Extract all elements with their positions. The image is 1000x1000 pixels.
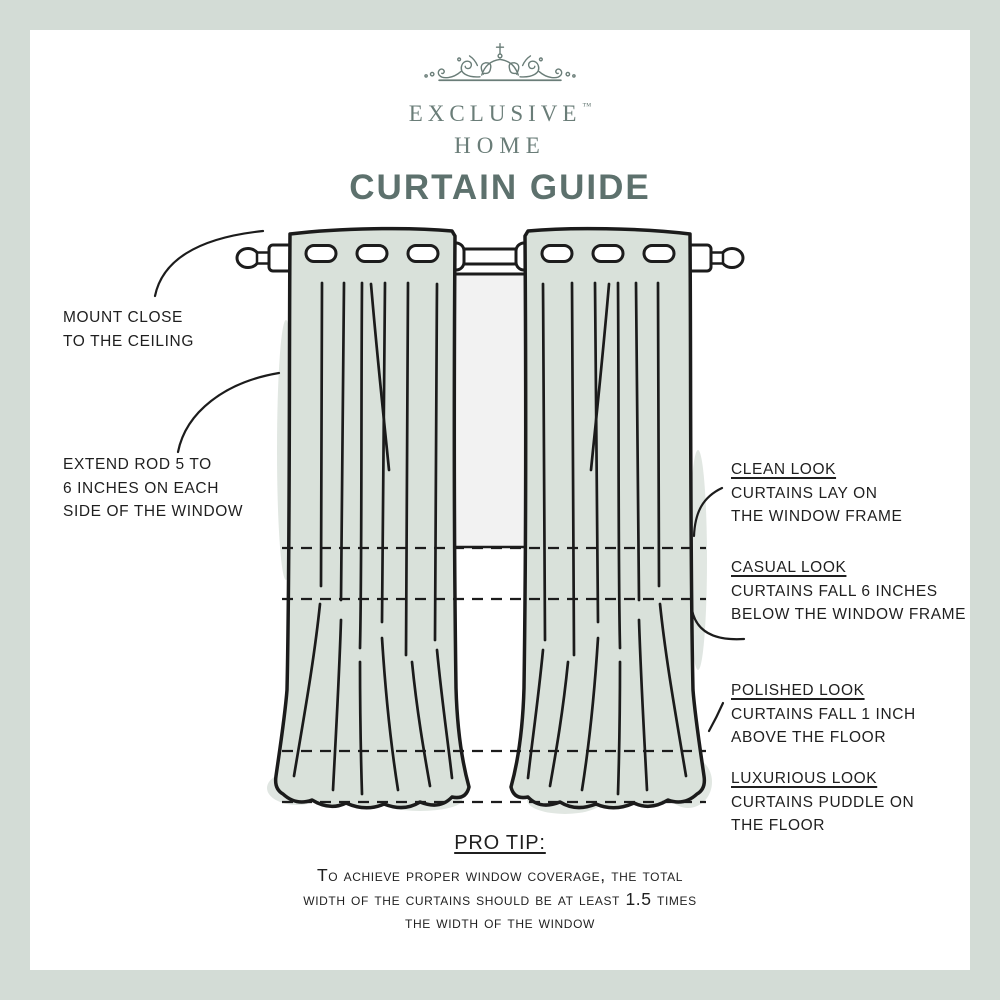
casual-look-heading: CASUAL LOOK <box>731 559 847 576</box>
annotation-clean-look: CLEAN LOOK CURTAINS LAY ON THE WINDOW FRAME <box>731 458 902 529</box>
annotation-mount-ceiling: MOUNT CLOSE TO THE CEILING <box>63 309 194 350</box>
extend-leader <box>178 373 279 452</box>
trademark-symbol: ™ <box>582 101 592 111</box>
annotation-luxurious-look: LUXURIOUS LOOK CURTAINS PUDDLE ON THE FLOOR <box>731 767 914 838</box>
grommets <box>306 246 438 262</box>
page-title: CURTAIN GUIDE <box>349 168 651 207</box>
brand-line-1: EXCLUSIVE™ <box>408 101 592 126</box>
brand-line-2: HOME <box>454 133 546 158</box>
polished-look-heading: POLISHED LOOK <box>731 682 865 699</box>
window <box>446 274 533 547</box>
luxurious-look-heading: LUXURIOUS LOOK <box>731 770 878 787</box>
left-curtain-panel <box>237 229 469 808</box>
clean-look-heading: CLEAN LOOK <box>731 461 837 478</box>
annotation-casual-look: CASUAL LOOK CURTAINS FALL 6 INCHES BELOW THE WINDOW FRAME <box>731 556 966 627</box>
annotation-extend-rod: EXTEND ROD 5 TO 6 INCHES ON EACH SIDE OF THE WINDOW <box>63 456 244 520</box>
polished-leader <box>709 703 723 731</box>
pro-tip <box>0 832 1000 935</box>
curtain-fabric <box>276 229 469 808</box>
pro-tip-heading: PRO TIP: <box>454 832 546 854</box>
pro-tip-body: To achieve proper window coverage, the total width of the curtains should be at least 1.5 times the width of the window <box>303 865 697 932</box>
annotation-polished-look: POLISHED LOOK CURTAINS FALL 1 INCH ABOVE THE FLOOR <box>731 679 916 750</box>
right-curtain-panel <box>511 229 743 808</box>
